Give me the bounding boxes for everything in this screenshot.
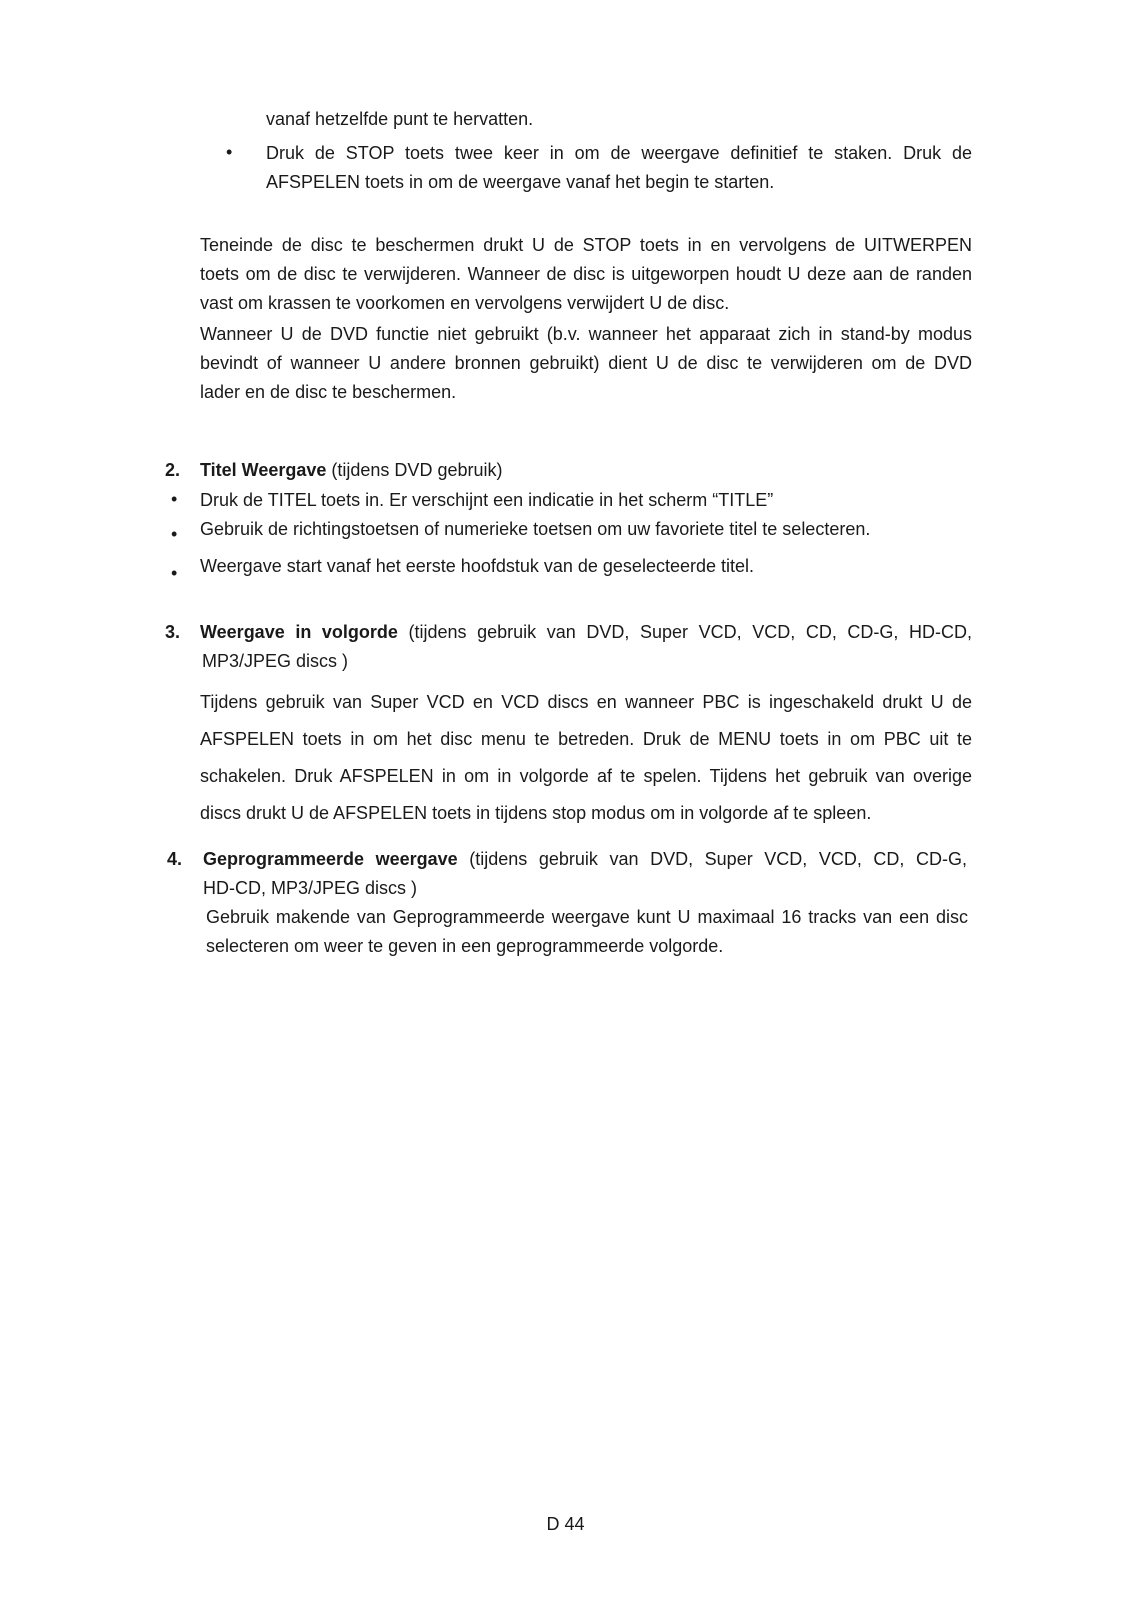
section-3-body: [200, 684, 972, 832]
bullet-stop-twice: [266, 139, 972, 197]
section-4-subtitle-1: (tijdens gebruik van DVD, Super VCD, VCD, CD, CD-G,: [457, 849, 967, 869]
bullet-icon: •: [171, 489, 178, 509]
section-3-heading-line-1: [200, 618, 972, 647]
section-2-heading: [200, 456, 972, 485]
paragraph-eject-line-2: toets om de disc te verwijderen. Wanneer de disc is uitgeworpen houdt U deze aan de randen: [200, 264, 972, 284]
bullet-icon: •: [226, 142, 233, 162]
section-4-heading: [203, 845, 967, 903]
bullet-icon: •: [171, 563, 178, 583]
paragraph-eject-line-3: vast om krassen te voorkomen en vervolgens verwijdert U de disc.: [200, 293, 730, 313]
intro-continuation-text: vanaf hetzelfde punt te hervatten.: [266, 109, 534, 129]
paragraph-standby-line-2: bevindt of wanneer U andere bronnen gebruikt) dient U de disc te verwijderen om de DVD: [200, 353, 972, 373]
paragraph-standby-line-3: lader en de disc te beschermen.: [200, 382, 457, 402]
section-2-bullet-2-text: Gebruik de richtingstoetsen of numerieke toetsen om uw favoriete titel te selecteren.: [200, 519, 871, 539]
section-3-subtitle-2: MP3/JPEG discs ): [202, 651, 349, 671]
bullet-stop-line-2: AFSPELEN toets in om de weergave vanaf het begin te starten.: [266, 172, 775, 192]
section-4-subtitle-2: HD-CD, MP3/JPEG discs ): [203, 878, 418, 898]
section-3-body-line-1: Tijdens gebruik van Super VCD en VCD discs en wanneer PBC is ingeschakeld drukt U de: [200, 692, 972, 712]
section-3-title: Weergave in volgorde: [200, 622, 398, 642]
paragraph-standby-line-1: Wanneer U de DVD functie niet gebruikt (b.v. wanneer het apparaat zich in stand-by modus: [200, 324, 972, 344]
paragraph-standby: [200, 320, 972, 407]
section-2-bullet-3: [200, 552, 972, 581]
section-3-body-line-4: discs drukt U de AFSPELEN toets in tijdens stop modus om in volgorde af te spleen.: [200, 803, 872, 823]
section-4-heading-line-1: [203, 845, 967, 874]
section-4-body-line-2: selecteren om weer te geven in een geprogrammeerde volgorde.: [206, 936, 724, 956]
section-2-subtitle: (tijdens DVD gebruik): [326, 460, 503, 480]
section-3-body-line-2: AFSPELEN toets in om het disc menu te betreden. Druk de MENU toets in om PBC uit te: [200, 729, 972, 749]
section-3-heading: [200, 618, 972, 676]
section-2-bullet-1: [200, 486, 972, 515]
section-2-bullet-1-text: Druk de TITEL toets in. Er verschijnt een indicatie in het scherm “TITLE”: [200, 490, 774, 510]
section-4-body: [206, 903, 968, 961]
section-4-number: 4.: [167, 849, 183, 869]
section-4-title: Geprogrammeerde weergave: [203, 849, 458, 869]
section-2-title: Titel Weergave: [200, 460, 327, 480]
bullet-stop-line-1: Druk de STOP toets twee keer in om de weergave definitief te staken. Druk de: [266, 143, 972, 163]
bullet-icon: •: [171, 524, 178, 544]
section-2-number: 2.: [165, 460, 181, 480]
section-3-number: 3.: [165, 622, 181, 642]
section-2-bullet-2: [200, 515, 972, 544]
paragraph-eject-line-1: Teneinde de disc te beschermen drukt U de STOP toets in en vervolgens de UITWERPEN: [200, 235, 972, 255]
section-3-subtitle-1: (tijdens gebruik van DVD, Super VCD, VCD, CD, CD-G, HD-CD,: [397, 622, 972, 642]
section-3-body-line-3: schakelen. Druk AFSPELEN in om in volgorde af te spelen. Tijdens het gebruik van overige: [200, 766, 972, 786]
section-4-body-line-1: Gebruik makende van Geprogrammeerde weergave kunt U maximaal 16 tracks van een disc: [206, 907, 968, 927]
paragraph-eject: [200, 231, 972, 318]
intro-continuation: [266, 105, 972, 134]
section-2-bullet-3-text: Weergave start vanaf het eerste hoofdstuk van de geselecteerde titel.: [200, 556, 755, 576]
page-number: D 44: [546, 1514, 585, 1534]
